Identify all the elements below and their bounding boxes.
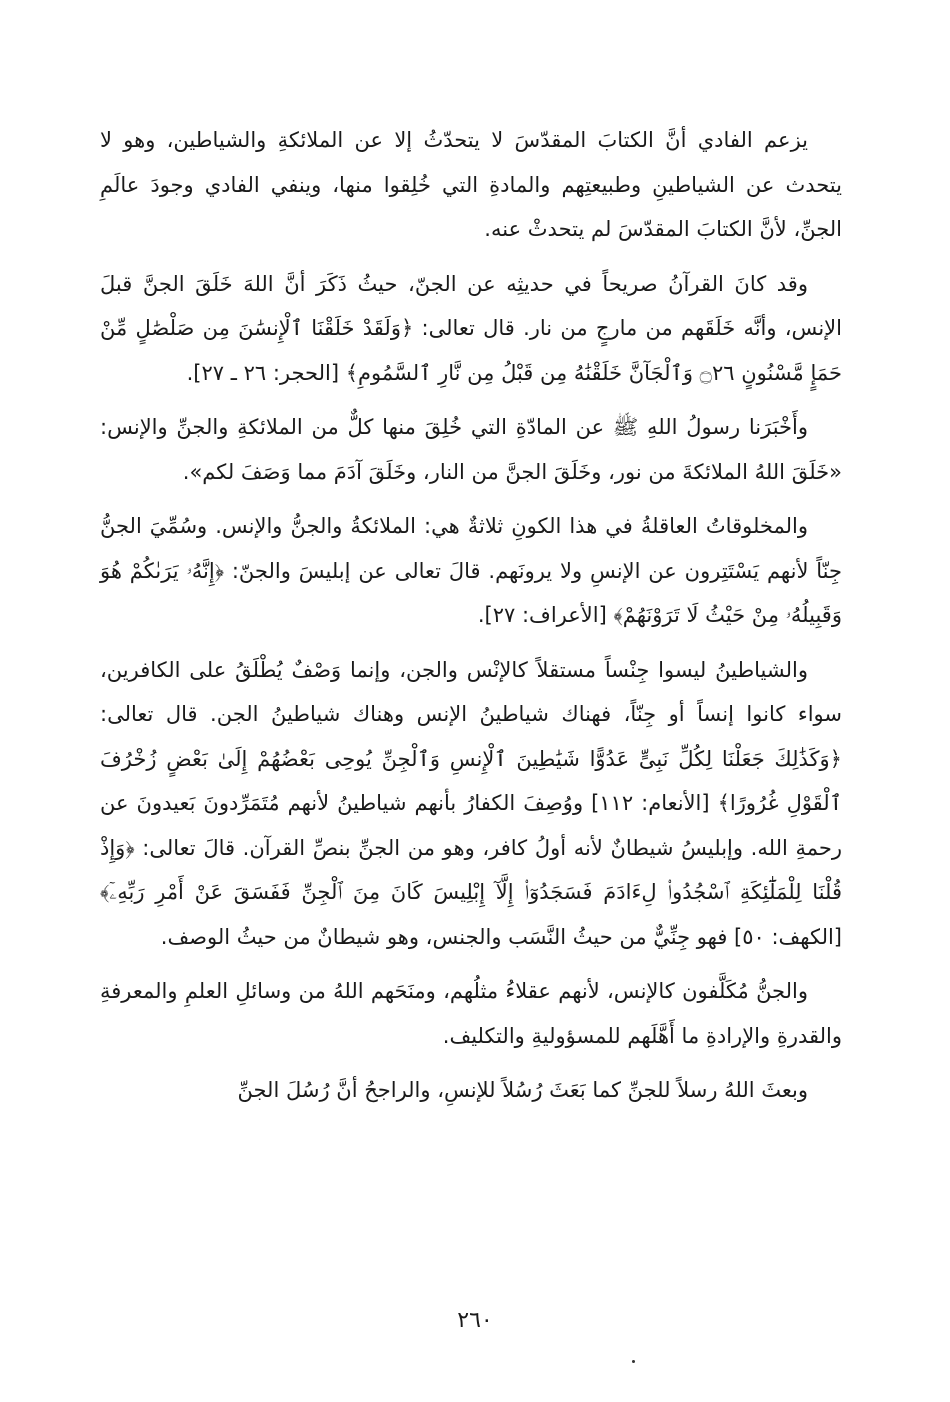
paragraph-4 (100, 504, 842, 638)
paragraph-5-text: والشياطينُ ليسوا جِنْساً مستقلاً كالإنْس والجن، وإنما وَصْفٌ يُطْلَقُ على الكافرين، سواء كانوا إنساً أو جِنّاً، فهناك شياطينُ الإنس وهناك شياطينُ الجن. قال تعالى: ﴿وَكَذَٰلِكَ جَعَلْنَا لِكُلِّ نَبِىٍّ عَدُوًّا شَيَٰطِينَ ٱلْإِنسِ وَٱلْجِنِّ يُوحِى بَعْضُهُمْ إِلَىٰ بَعْضٍ زُخْرُفَ ٱلْقَوْلِ غُرُورًا﴾ [الأنعام: ١١٢] ووُصِفَ الكفارُ بأنهم شياطينُ لأنهم مُتَمَرِّدونَ بَعيدونَ عن رحمةِ الله. وإبليسُ شيطانٌ لأنه أولُ كافر، وهو من الجنِّ بنصِّ القرآن. قالَ تعالى: ﴿وَإِذْ قُلْنَا لِلْمَلَٰٓئِكَةِ ٱسْجُدُوا۟ لِءَادَمَ فَسَجَدُوٓا۟ إِلَّآ إِبْلِيسَ كَانَ مِنَ ٱلْجِنِّ فَفَسَقَ عَنْ أَمْرِ رَبِّهِۦٓ﴾ [الكهف: ٥٠] فهو جِنِّيٌّ من حيثُ النَّسَب والجنس، وهو شيطانٌ من حيثُ الوصف. (100, 657, 843, 949)
paragraph-3 (100, 405, 842, 494)
page-number: ٢٦٠ (457, 1308, 493, 1333)
paragraph-2-text: وقد كانَ القرآنُ صريحاً في حديثِه عن الجنّ، حيثُ ذَكَرَ أنَّ اللهَ خَلَقَ الجنَّ قبلَ الإنس، وأنَّه خَلَقَهم من مارجٍ من نار. قال تعالى: ﴿وَلَقَدْ خَلَقْنَا ٱلْإِنسَٰنَ مِن صَلْصَٰلٍ مِّنْ حَمَإٍ مَّسْنُونٍ ۝٢٦ وَٱلْجَآنَّ خَلَقْنَٰهُ مِن قَبْلُ مِن نَّارِ ٱلسَّمُومِ﴾ [الحجر: ٢٦ ـ ٢٧]. (100, 271, 842, 385)
paragraph-2 (100, 262, 842, 396)
paragraph-3-text: وأَخْبَرَنا رسولُ اللهِ ﷺ عن المادّةِ التي خُلِقَ منها كلٌّ من الملائكةِ والجنِّ والإنس: «خَلَقَ اللهُ الملائكةَ من نور، وخَلَقَ الجنَّ من النار، وخَلَقَ آدَمَ مما وَصَفَ لكم». (100, 415, 842, 484)
paragraph-7 (100, 1068, 842, 1113)
paragraph-1-text: يزعم الفادي أنَّ الكتابَ المقدّسَ لا يتحدّثُ إلا عن الملائكةِ والشياطين، وهو لا يتحدث عن الشياطينِ وطبيعتِهم والمادةِ التي خُلِقوا منها، وينفي الفادي وجودَ عالَمِ الجنِّ، لأنَّ الكتابَ المقدّسَ لم يتحدثْ عنه. (100, 128, 842, 241)
paragraph-6 (100, 969, 842, 1058)
body-text (100, 118, 842, 1123)
paragraph-6-text: والجنُّ مُكَلَّفون كالإنس، لأنهم عقلاءُ مثلُهم، ومنَحَهم اللهُ من وسائلِ العلمِ والمعرفةِ والقدرةِ والإرادةِ ما أَهَّلَهم للمسؤوليةِ والتكليف. (100, 979, 842, 1048)
scan-speck (632, 1360, 635, 1363)
paragraph-7-text: وبعثَ اللهُ رسلاً للجنِّ كما بَعَثَ رُسُلاً للإنسِ، والراجحُ أنَّ رُسُلَ الجنِّ (237, 1078, 808, 1102)
paragraph-1 (100, 118, 842, 252)
paragraph-5 (100, 648, 842, 960)
paragraph-4-text: والمخلوقاتُ العاقلةُ في هذا الكونِ ثلاثةٌ هي: الملائكةُ والجنُّ والإنس. وسُمِّيَ الجنُّ جِنّاً لأنهم يَسْتَتِرون عن الإنسِ ولا يرونَهم. قالَ تعالى عن إبليسَ والجنّ: ﴿إِنَّهُۥ يَرَىٰكُمْ هُوَ وَقَبِيلُهُۥ مِنْ حَيْثُ لَا تَرَوْنَهُمْ﴾ [الأعراف: ٢٧]. (100, 514, 842, 627)
